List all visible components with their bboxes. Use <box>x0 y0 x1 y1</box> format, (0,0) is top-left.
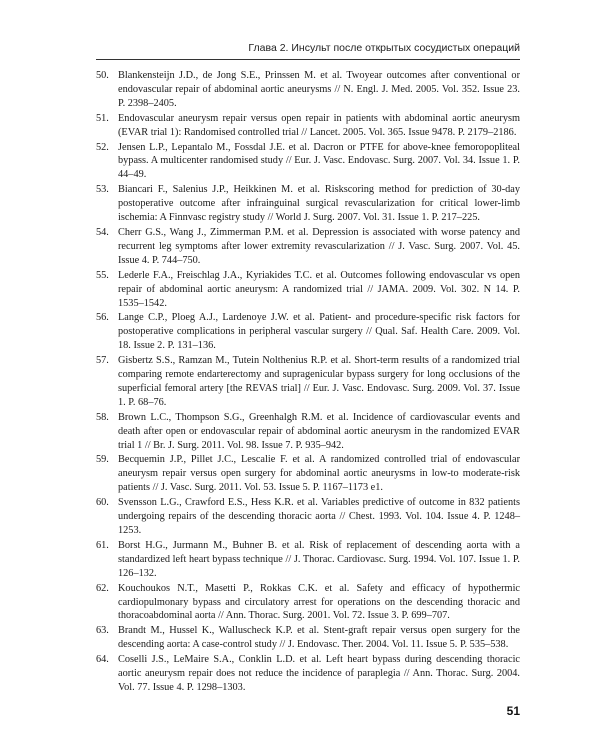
reference-text: Becquemin J.P., Pillet J.C., Lescalie F. et al. A randomized controlled trial of endovascular aneurysm repair versus open surgery for abdominal aortic aneurysms in low-to moderate-risk patients // J. Vasc. Surg. 2011. Vol. 53. Issue 5. P. 1167–1173 e1. <box>118 454 520 494</box>
reference-item <box>96 141 520 183</box>
reference-number: 60. <box>96 497 109 509</box>
reference-item <box>96 69 520 111</box>
running-header: Глава 2. Инсульт после открытых сосудистых операций <box>248 42 520 54</box>
reference-text: Svensson L.G., Crawford E.S., Hess K.R. et al. Variables predictive of outcome in 832 patients undergoing repairs of the descending thoracic aorta // Chest. 1993. Vol. 104. Issue 4. P. 1248–1253. <box>118 497 520 536</box>
reference-number: 58. <box>96 411 109 423</box>
reference-item <box>96 112 520 140</box>
reference-text: Endovascular aneurysm repair versus open repair in patients with abdominal aortic aneurysm (EVAR trial 1): Randomised controlled trial // Lancet. 2005. Vol. 365. Issue 9478. P. 2179–2186. <box>118 112 520 138</box>
reference-text: Lange C.P., Ploeg A.J., Lardenoye J.W. et al. Patient- and procedure-specific risk factors for postoperative complications in peripheral vascular surgery // Qual. Saf. Health Care. 2009. Vol. 18. Issue 2. P. 131–136. <box>118 312 520 352</box>
reference-number: 56. <box>96 312 109 324</box>
reference-item <box>96 226 520 268</box>
reference-list <box>96 69 520 696</box>
reference-text: Kouchoukos N.T., Masetti P., Rokkas C.K. et al. Safety and efficacy of hypothermic cardiopulmonary bypass and circulatory arrest for operations on the descending thoracic and thoracoabdominal aorta // Ann. Thorac. Surg. 2001. Vol. 72. Issue 3. P. 699–707. <box>118 582 520 622</box>
reference-number: 52. <box>96 141 109 153</box>
reference-text: Lederle F.A., Freischlag J.A., Kyriakides T.C. et al. Outcomes following endovascular vs open repair of abdominal aortic aneurysm: A randomized trial // JAMA. 2009. Vol. 302. N 14. P. 1535–1542. <box>118 269 520 309</box>
reference-text: Borst H.G., Jurmann M., Buhner B. et al. Risk of replacement of descending aorta with a standardized left heart bypass technique // J. Thorac. Cardiovasc. Surg. 1994. Vol. 107. Issue 1. P. 126–132. <box>118 539 520 579</box>
reference-number: 63. <box>96 625 109 637</box>
reference-text: Blankensteijn J.D., de Jong S.E., Prinssen M. et al. Twoyear outcomes after conventional or endovascular repair of abdominal aortic aneurysms // N. Engl. J. Med. 2005. Vol. 352. Issue 23. P. 2398–2405. <box>118 70 520 109</box>
reference-item <box>96 269 520 311</box>
reference-item <box>96 354 520 410</box>
reference-item <box>96 311 520 353</box>
reference-number: 57. <box>96 355 109 367</box>
reference-item <box>96 582 520 624</box>
reference-item <box>96 411 520 453</box>
reference-item <box>96 453 520 495</box>
reference-item <box>96 539 520 581</box>
reference-item <box>96 496 520 538</box>
header-divider <box>96 59 520 60</box>
reference-text: Gisbertz S.S., Ramzan M., Tutein Nolthenius R.P. et al. Short-term results of a randomized trial comparing remote endarterectomy and supragenicular bypass surgery for long occlusions of the superficial femoral artery [the REVAS trial] // Eur. J. Vasc. Endovasc. Surg. 2009. Vol. 37. Issue 1. P. 68–76. <box>118 355 520 408</box>
reference-number: 62. <box>96 582 109 594</box>
reference-number: 64. <box>96 654 109 666</box>
reference-number: 53. <box>96 184 109 196</box>
reference-item <box>96 653 520 695</box>
reference-number: 59. <box>96 454 109 466</box>
reference-text: Biancari F., Salenius J.P., Heikkinen M. et al. Riskscoring method for prediction of 30-day postoperative outcome after infrainguinal surgical revascularization for critical lower-limb ischemia: A Finnvasc registry study // World J. Surg. 2007. Vol. 31. Issue 1. P. 217–225. <box>118 184 520 224</box>
reference-number: 50. <box>96 70 109 81</box>
reference-number: 55. <box>96 269 109 281</box>
page-number: 51 <box>506 704 520 718</box>
reference-text: Brown L.C., Thompson S.G., Greenhalgh R.M. et al. Incidence of cardiovascular events and death after open or endovascular repair of abdominal aortic aneurysm in the randomized EVAR trial 1 // Br. J. Surg. 2011. Vol. 98. Issue 7. P. 935–942. <box>118 411 520 451</box>
reference-number: 51. <box>96 112 109 124</box>
reference-text: Brandt M., Hussel K., Walluscheck K.P. et al. Stent-graft repair versus open surgery for the descending aorta: A case-control study // J. Endovasc. Ther. 2004. Vol. 11. Issue 5. P. 535–538. <box>118 625 520 651</box>
reference-text: Jensen L.P., Lepantalo M., Fossdal J.E. et al. Dacron or PTFE for above-knee femoropopliteal bypass. A multicenter randomised study // Eur. J. Vasc. Endovasc. Surg. 2007. Vol. 34. Issue 1. P. 44–49. <box>118 141 520 181</box>
reference-item <box>96 624 520 652</box>
reference-text: Cherr G.S., Wang J., Zimmerman P.M. et al. Depression is associated with worse patency and recurrent leg symptoms after lower extremity revascularization // J. Vasc. Surg. 2007. Vol. 45. Issue 4. P. 744–750. <box>118 226 520 266</box>
reference-text: Coselli J.S., LeMaire S.A., Conklin L.D. et al. Left heart bypass during descending thoracic aortic aneurysm repair does not reduce the incidence of paraplegia // Ann. Thorac. Surg. 2004. Vol. 77. Issue 4. P. 1298–1303. <box>118 654 520 693</box>
reference-number: 54. <box>96 226 109 238</box>
reference-number: 61. <box>96 539 109 551</box>
reference-item <box>96 183 520 225</box>
